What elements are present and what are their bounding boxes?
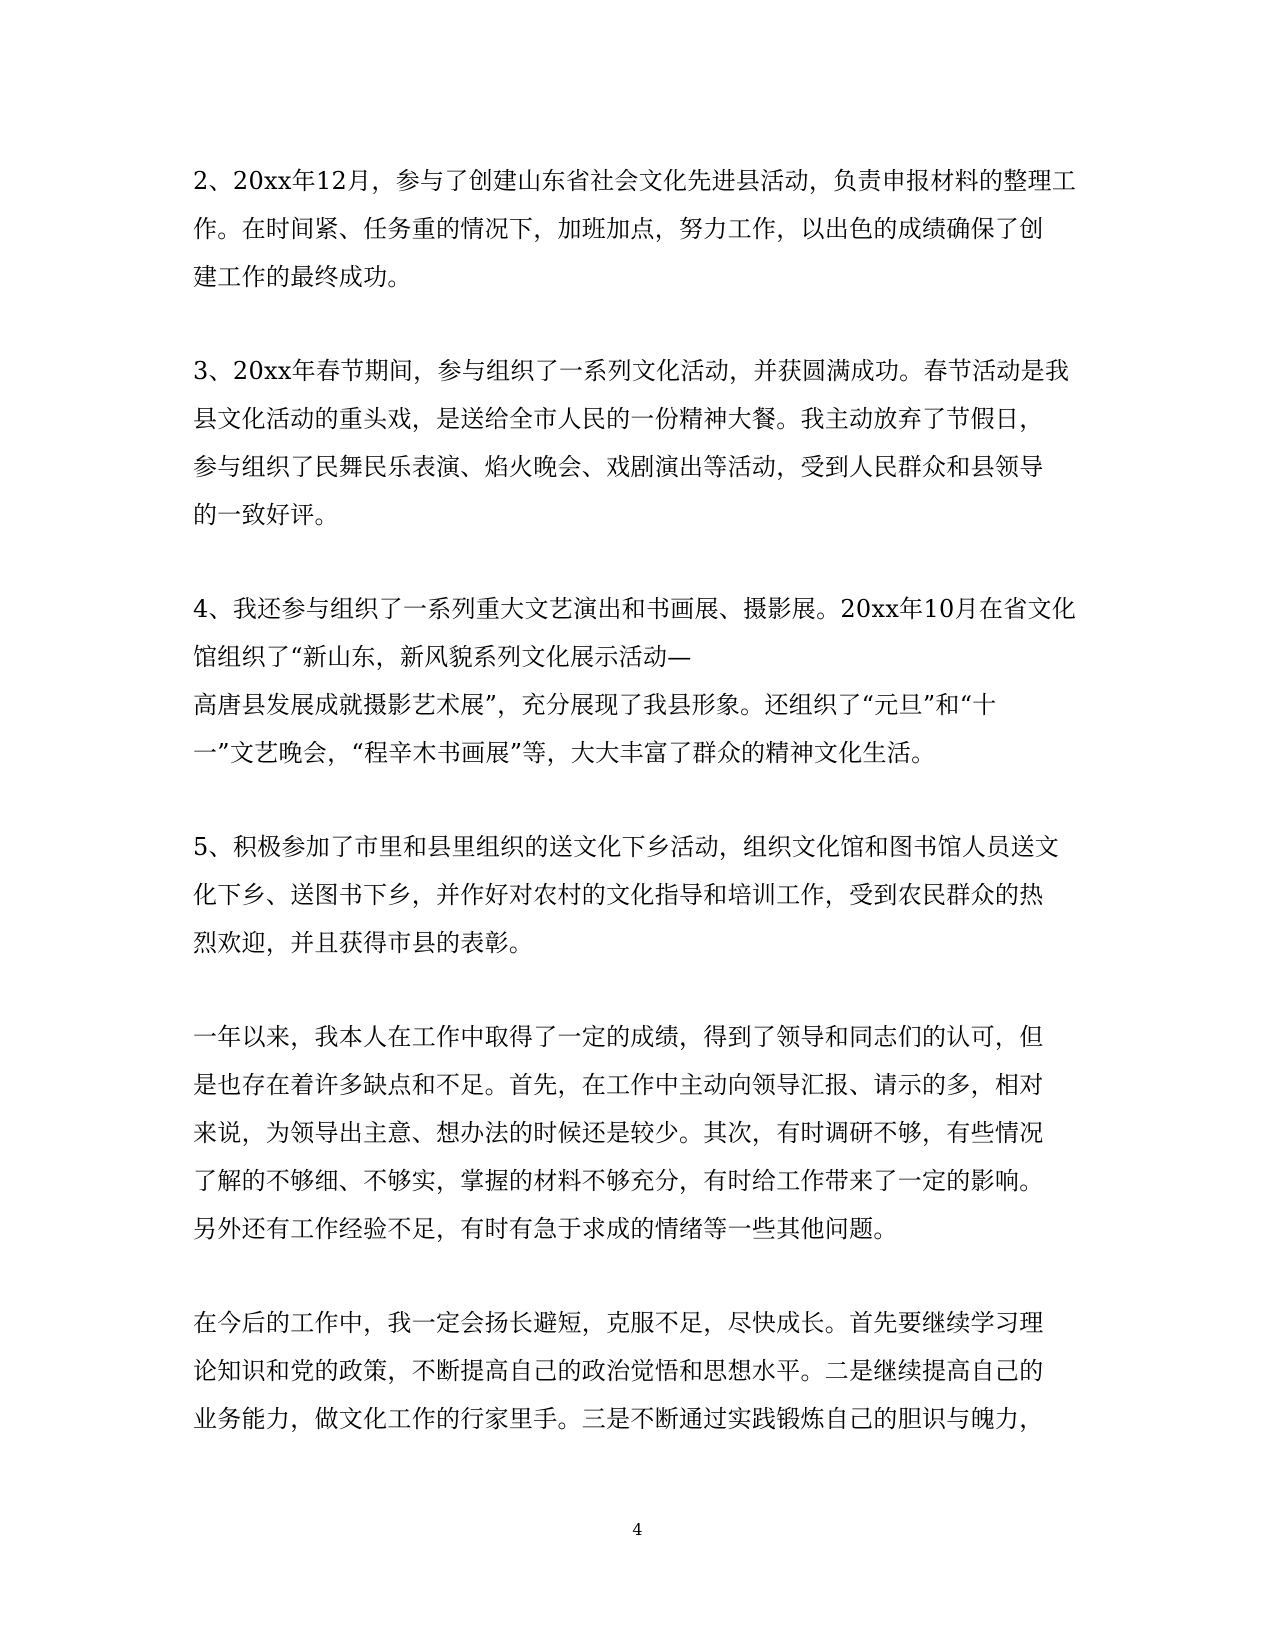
text-line: 是也存在着许多缺点和不足。首先，在工作中主动向领导汇报、请示的多，相对 <box>193 1071 1044 1099</box>
text-line: 另外还有工作经验不足，有时有急于求成的情绪等一些其他问题。 <box>193 1215 898 1243</box>
text-line: 3、20xx年春节期间，参与组织了一系列文化活动，并获圆满成功。春节活动是我 <box>193 357 1070 385</box>
text-line: 在今后的工作中，我一定会扬长避短，克服不足，尽快成长。首先要继续学习理 <box>193 1309 1044 1337</box>
paragraph-item-4 <box>193 585 1083 777</box>
paragraph-item-5 <box>193 823 1083 967</box>
text-line: 作。在时间紧、任务重的情况下，加班加点，努力工作，以出色的成绩确保了创 <box>193 215 1044 243</box>
paragraph-item-2 <box>193 157 1083 301</box>
paragraph-item-3 <box>193 347 1083 539</box>
text-line: 2、20xx年12月，参与了创建山东省社会文化先进县活动，负责申报材料的整理工 <box>193 167 1077 195</box>
text-line: 业务能力，做文化工作的行家里手。三是不断通过实践锻炼自己的胆识与魄力， <box>193 1405 1044 1433</box>
text-line: 烈欢迎，并且获得市县的表彰。 <box>193 929 534 957</box>
page-number: 4 <box>632 1520 643 1539</box>
text-line: 建工作的最终成功。 <box>193 263 412 291</box>
paragraph-shortcomings <box>193 1013 1083 1253</box>
text-line: 一年以来，我本人在工作中取得了一定的成绩，得到了领导和同志们的认可，但 <box>193 1023 1044 1051</box>
text-line: 了解的不够细、不够实，掌握的材料不够充分，有时给工作带来了一定的影响。 <box>193 1167 1044 1195</box>
text-line: 参与组织了民舞民乐表演、焰火晚会、戏剧演出等活动，受到人民群众和县领导 <box>193 453 1044 481</box>
text-line: 县文化活动的重头戏，是送给全市人民的一份精神大餐。我主动放弃了节假日， <box>193 405 1044 433</box>
text-line: 5、积极参加了市里和县里组织的送文化下乡活动，组织文化馆和图书馆人员送文 <box>193 833 1060 861</box>
paragraph-future-plans <box>193 1299 1083 1443</box>
text-line: 馆组织了“新山东，新风貌系列文化展示活动— <box>193 643 692 671</box>
body-text <box>193 157 1083 1489</box>
text-line: 的一致好评。 <box>193 501 339 529</box>
text-line: 4、我还参与组织了一系列重大文艺演出和书画展、摄影展。20xx年10月在省文化 <box>193 595 1077 623</box>
text-line: 化下乡、送图书下乡，并作好对农村的文化指导和培训工作，受到农民群众的热 <box>193 881 1044 909</box>
text-line: 一”文艺晚会，“程辛木书画展”等，大大丰富了群众的精神文化生活。 <box>193 739 936 767</box>
text-line: 高唐县发展成就摄影艺术展”，充分展现了我县形象。还组织了“元旦”和“十 <box>193 691 997 719</box>
text-line: 论知识和党的政策，不断提高自己的政治觉悟和思想水平。二是继续提高自己的 <box>193 1357 1044 1385</box>
text-line: 来说，为领导出主意、想办法的时候还是较少。其次，有时调研不够，有些情况 <box>193 1119 1044 1147</box>
